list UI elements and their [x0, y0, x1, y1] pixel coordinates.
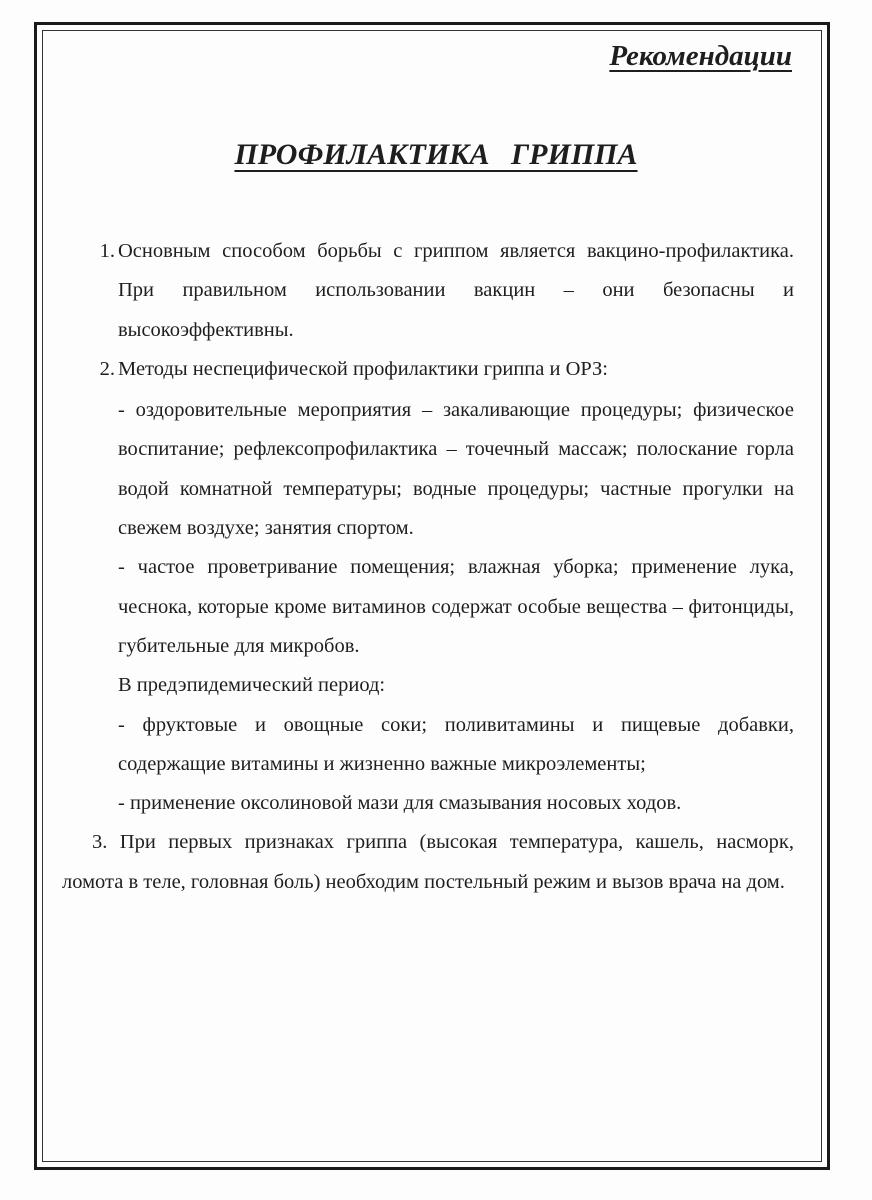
list-item-number: 2.	[99, 357, 115, 380]
list-item-text: При первых признаках гриппа (высокая температура, кашель, насморк, ломота в теле, головная боль) необходим постельный режим и вызов врача на дом.	[62, 831, 794, 893]
sub-item-juices: - фруктовые и овощные соки; поливитамины и пищевые добавки, содержащие витамины и жизненно важные микроэлементы;	[118, 713, 794, 775]
page-title: ПРОФИЛАКТИКА ГРИППА	[234, 138, 638, 171]
list-item-number: 1.	[99, 240, 115, 262]
preepidemic-heading: В предэпидемический период:	[118, 674, 386, 697]
list-item-3	[62, 823, 794, 902]
sub-item-wellness: - оздоровительные мероприятия – закаливающие процедуры; физическое воспитание; рефлексопрофилактика – точечный массаж; полоскание горла водой комнатной температуры; водные процедуры; частные прогулки на свежем воздухе; занятия спортом.	[118, 399, 794, 540]
sub-item-ventilation: - частое проветривание помещения; влажная уборка; применение лука, чеснока, которые кроме витаминов содержат особые вещества – фитонциды, губительные для микробов.	[118, 556, 794, 657]
list-item-1	[62, 232, 794, 350]
list-item-text: Методы неспецифической профилактики гриппа и ОРЗ:	[118, 357, 608, 380]
list-item-2	[62, 350, 794, 389]
list-item-number: 3.	[92, 831, 108, 854]
document-body	[62, 232, 794, 902]
recommendations-label: Рекомендации	[609, 40, 792, 72]
list-item-text: Основным способом борьбы с гриппом является вакцино-профилактика. При правильном использовании вакцин – они безопасны и высокоэффективны.	[118, 240, 794, 341]
sub-item-ointment: - применение оксолиновой мази для смазывания носовых ходов.	[118, 792, 682, 815]
